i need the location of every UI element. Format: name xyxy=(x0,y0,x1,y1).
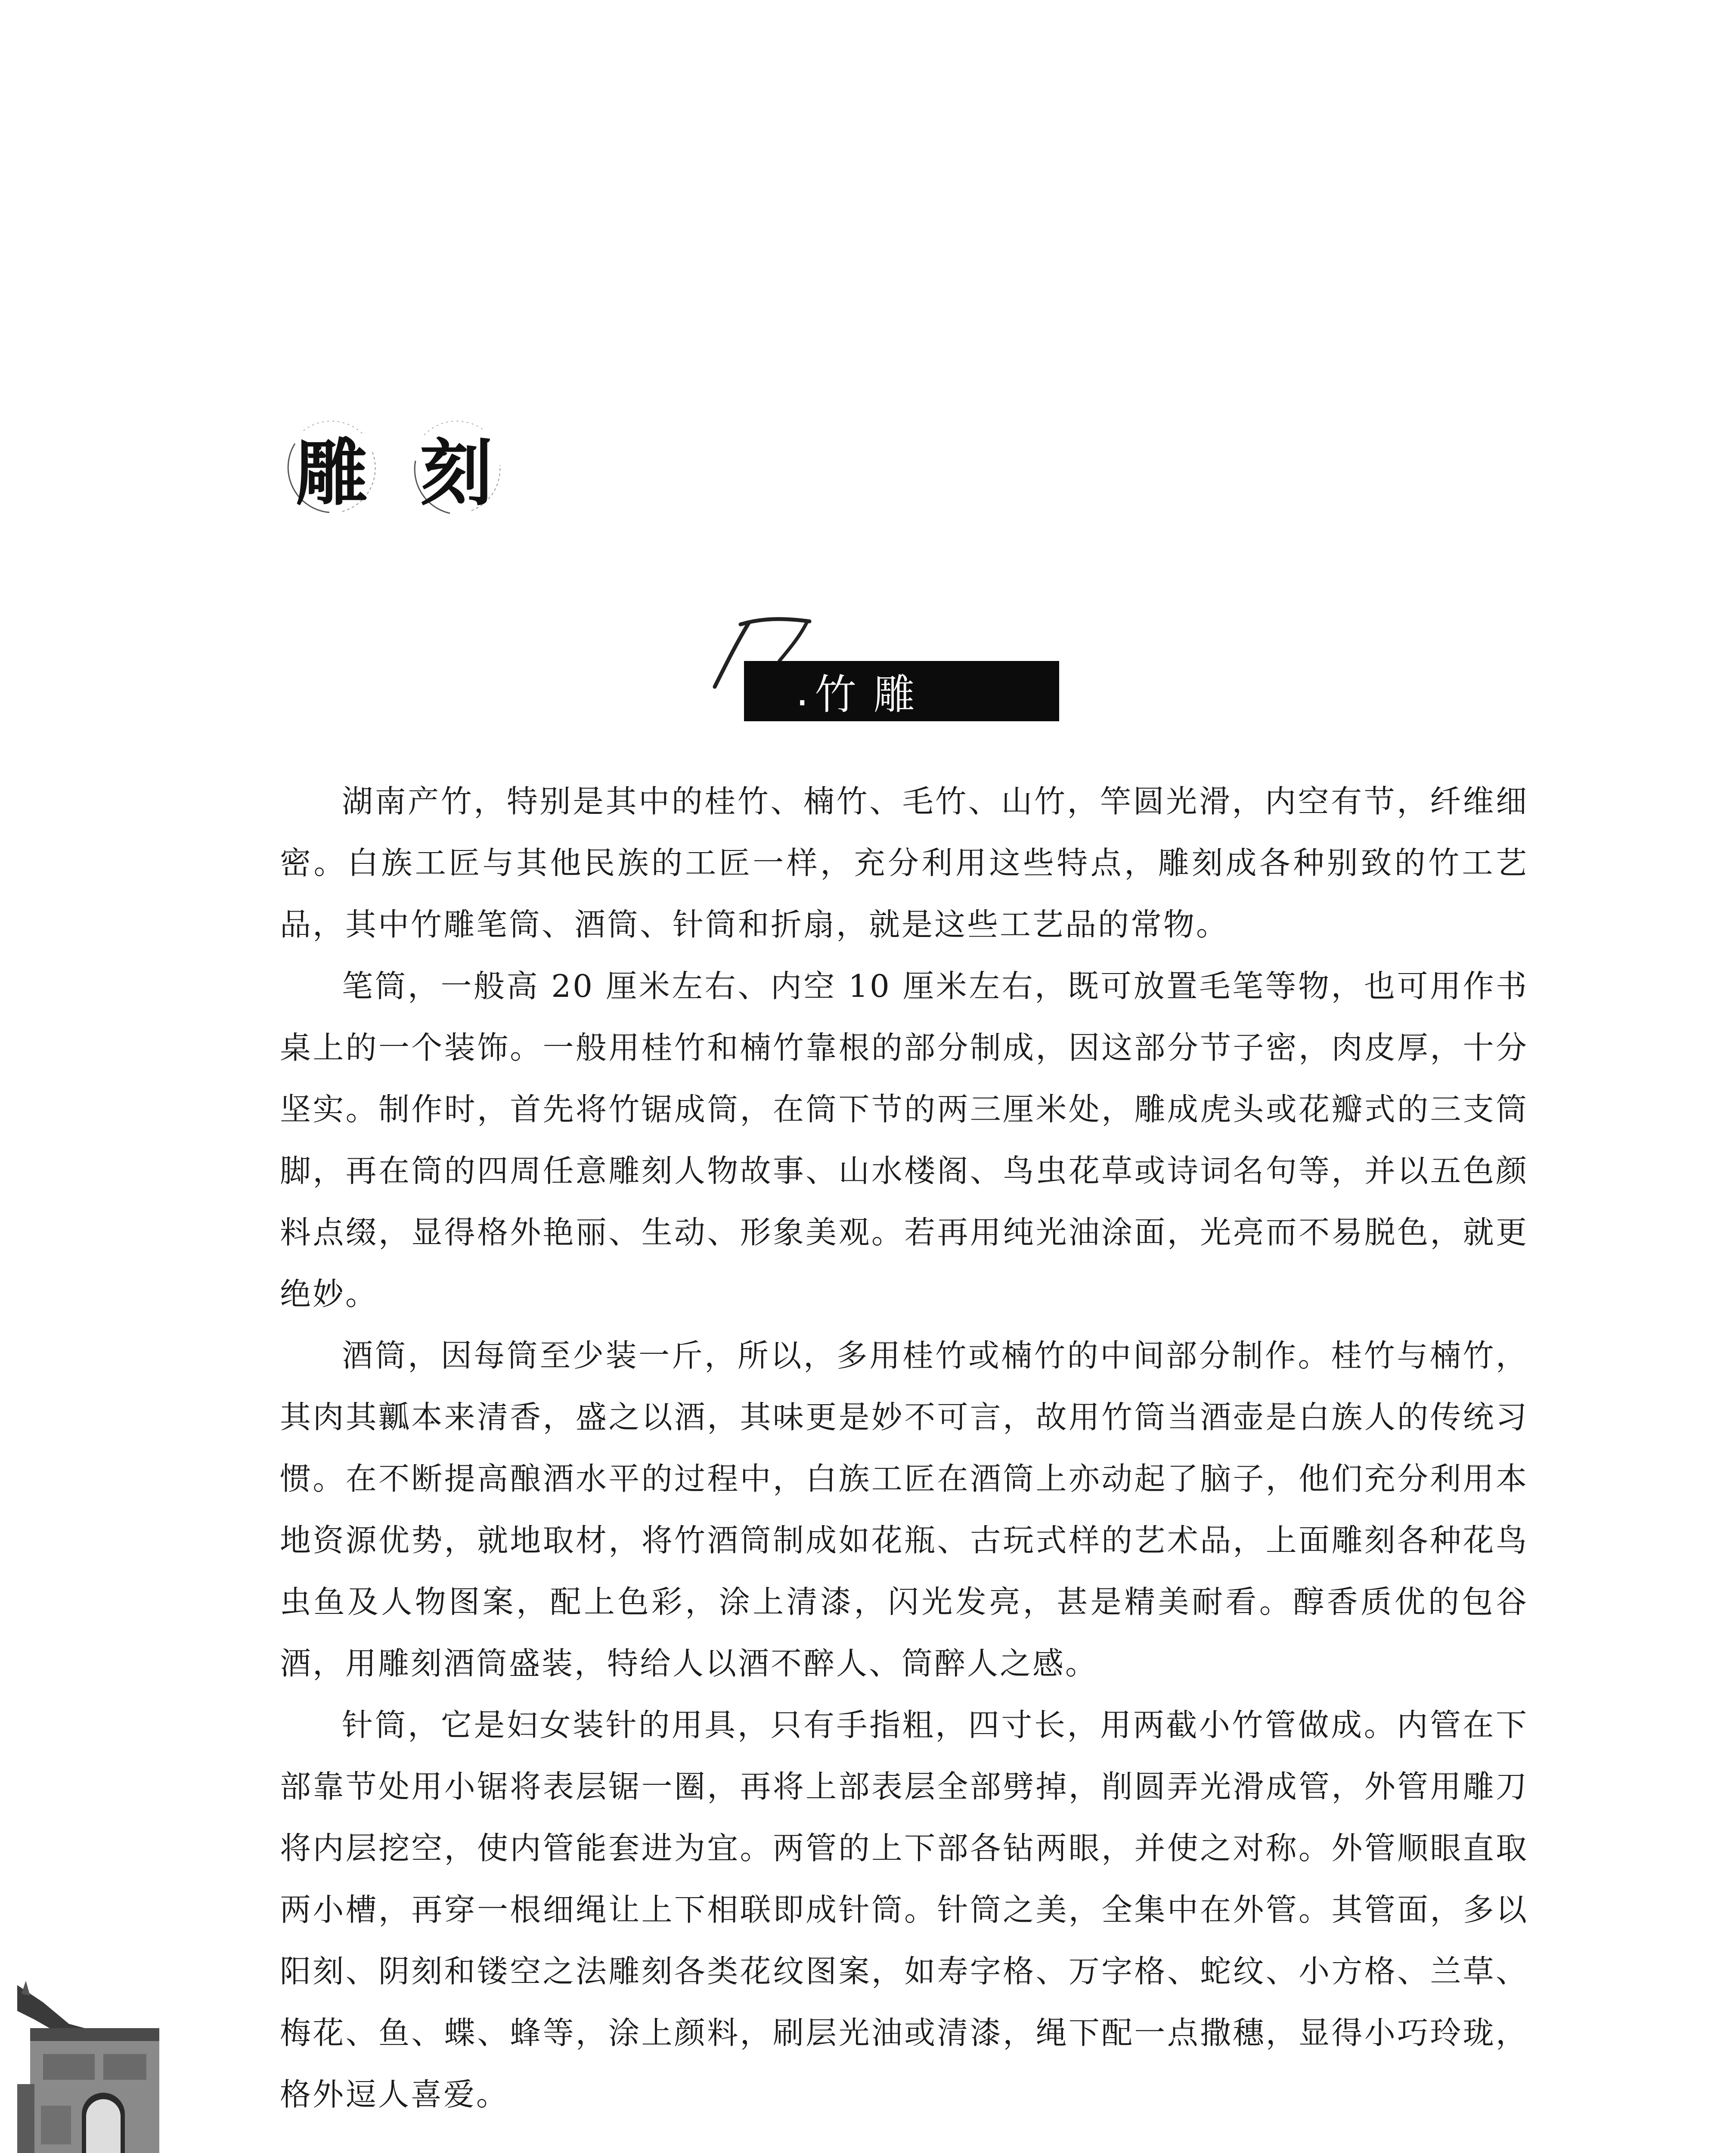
paragraph: 笔筒，一般高 20 厘米左右、内空 10 厘米左右，既可放置毛笔等物，也可用作书桌上的一个装饰。一般用桂竹和楠竹靠根的部分制成，因这部分节子密，肉皮厚，十分坚实。制作时，首先将竹锯成筒，在筒下节的两三厘米处，雕成虎头或花瓣式的三支筒脚，再在筒的四周任意雕刻人物故事、山水楼阁、鸟虫花草或诗词名句等，并以五色颜料点缀，显得格外艳丽、生动、形象美观。若再用纯光油涂面，光亮而不易脱色，就更绝妙。 xyxy=(280,968,1528,1312)
section-title: 竹雕 xyxy=(815,670,932,719)
temple-photo-image xyxy=(17,1976,164,2153)
chapter-title-char: 雕 xyxy=(295,431,368,515)
paragraph: 针筒，它是妇女装针的用具，只有手指粗，四寸长，用两截小竹管做成。内管在下部靠节处用小锯将表层锯一圈，再将上部表层全部劈掉，削圆弄光滑成管，外管用雕刀将内层挖空，使内管能套进为宜。两管的上下部各钻两眼，并使之对称。外管顺眼直取两小槽，再穿一根细绳让上下相联即成针筒。针筒之美，全集中在外管。其管面，多以阳刻、阴刻和镂空之法雕刻各类花纹图案，如寿字格、万字格、蛇纹、小方格、兰草、梅花、鱼、蝶、蜂等，涂上颜料，刷层光油或清漆，绳下配一点撒穗，显得小巧玲珑，格外逗人喜爱。 xyxy=(280,1707,1528,2113)
paragraph: 湖南产竹，特别是其中的桂竹、楠竹、毛竹、山竹，竿圆光滑，内空有节，纤维细密。白族工匠与其他民族的工匠一样，充分利用这些特点，雕刻成各种别致的竹工艺品，其中竹雕笔筒、酒筒、针筒和折扇，就是这些工艺品的常物。 xyxy=(280,783,1528,943)
section-title-bar xyxy=(744,661,1059,721)
chapter-title xyxy=(278,409,527,525)
chapter-title-char: 刻 xyxy=(420,431,493,515)
section-heading xyxy=(710,605,1063,730)
paragraph: 酒筒，因每筒至少装一斤，所以，多用桂竹或楠竹的中间部分制作。桂竹与楠竹，其肉其瓤本来清香，盛之以酒，其味更是妙不可言，故用竹筒当酒壶是白族人的传统习惯。在不断提高酿酒水平的过程中，白族工匠在酒筒上亦动起了脑子，他们充分利用本地资源优势，就地取材，将竹酒筒制成如花瓶、古玩式样的艺术品，上面雕刻各种花鸟虫鱼及人物图案，配上色彩，涂上清漆，闪光发亮，甚是精美耐看。醇香质优的包谷酒，用雕刻酒筒盛装，特给人以酒不醉人、筒醉人之感。 xyxy=(280,1337,1528,1681)
chapter-title-char-1 xyxy=(278,413,385,521)
body-text xyxy=(280,771,1528,2125)
chapter-title-char-2 xyxy=(403,413,510,521)
section-title-dot: . xyxy=(796,667,809,715)
